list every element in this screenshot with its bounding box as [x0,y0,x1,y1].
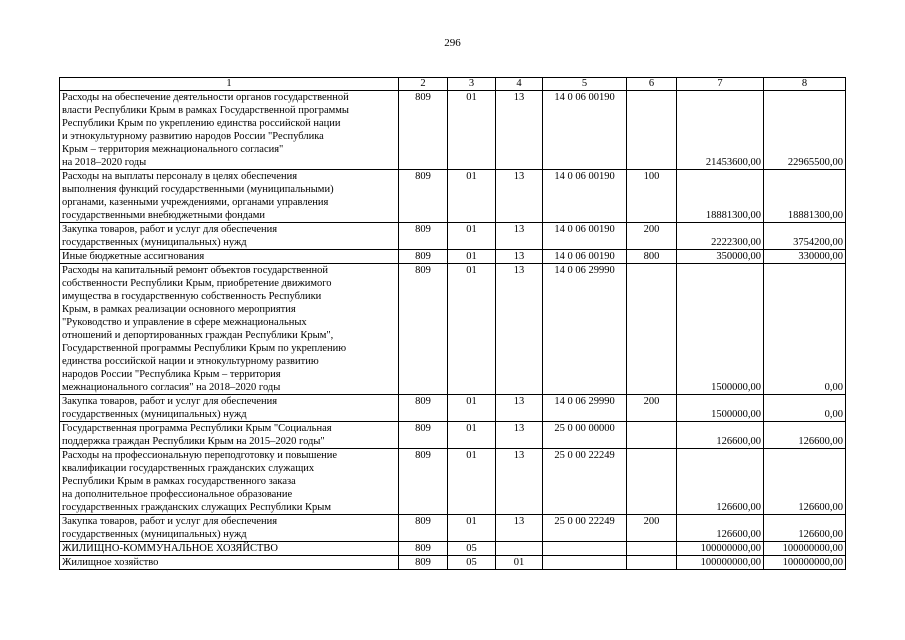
header-cell: 3 [448,78,496,91]
row-section-code: 01 [448,264,496,395]
row-ministry-code: 809 [399,264,448,395]
row-amount-year2: 0,00 [764,264,846,395]
row-target-article: 14 0 06 00190 [543,223,627,250]
table-row [60,170,846,223]
row-section-code: 01 [448,91,496,170]
row-target-article [543,542,627,556]
table-row [60,395,846,422]
row-expense-type [627,264,677,395]
page-number: 296 [444,37,461,49]
row-subsection-code: 13 [496,170,543,223]
row-expense-type: 200 [627,395,677,422]
row-amount-year2: 100000000,00 [764,542,846,556]
row-amount-year2: 126600,00 [764,515,846,542]
row-amount-year1: 2222300,00 [677,223,764,250]
row-ministry-code: 809 [399,170,448,223]
row-subsection-code: 13 [496,223,543,250]
row-expense-type [627,91,677,170]
row-description: Расходы на обеспечение деятельности органов государственной власти Республики Крым в рамках Государственной программы Республики Крым по укреплению единства российской нации и этнокультурному развитию народов России "Республика Крым – территория межнационального согласия" на 2018–2020 годы [60,91,399,170]
row-amount-year1: 350000,00 [677,250,764,264]
row-expense-type: 200 [627,223,677,250]
table-row [60,223,846,250]
row-ministry-code: 809 [399,395,448,422]
row-ministry-code: 809 [399,515,448,542]
row-expense-type: 200 [627,515,677,542]
row-section-code: 01 [448,250,496,264]
row-description: Закупка товаров, работ и услуг для обеспечения государственных (муниципальных) нужд [60,395,399,422]
row-amount-year2: 0,00 [764,395,846,422]
row-description: Закупка товаров, работ и услуг для обеспечения государственных (муниципальных) нужд [60,223,399,250]
row-expense-type: 800 [627,250,677,264]
row-subsection-code: 13 [496,422,543,449]
row-ministry-code: 809 [399,556,448,570]
header-cell: 2 [399,78,448,91]
row-section-code: 01 [448,449,496,515]
row-subsection-code: 13 [496,449,543,515]
row-description: Иные бюджетные ассигнования [60,250,399,264]
header-cell: 4 [496,78,543,91]
row-target-article [543,556,627,570]
row-expense-type: 100 [627,170,677,223]
row-description: Государственная программа Республики Крым "Социальная поддержка граждан Республики Крым на 2015–2020 годы" [60,422,399,449]
row-expense-type [627,422,677,449]
row-description: Жилищное хозяйство [60,556,399,570]
row-amount-year1: 18881300,00 [677,170,764,223]
row-amount-year1: 1500000,00 [677,395,764,422]
row-section-code: 01 [448,395,496,422]
row-target-article: 14 0 06 29990 [543,264,627,395]
table-row [60,91,846,170]
row-amount-year1: 21453600,00 [677,91,764,170]
row-amount-year1: 126600,00 [677,515,764,542]
row-subsection-code: 13 [496,395,543,422]
header-cell: 7 [677,78,764,91]
row-expense-type [627,449,677,515]
row-section-code: 05 [448,556,496,570]
header-cell: 8 [764,78,846,91]
row-description: ЖИЛИЩНО-КОММУНАЛЬНОЕ ХОЗЯЙСТВО [60,542,399,556]
row-section-code: 01 [448,223,496,250]
row-subsection-code: 01 [496,556,543,570]
row-subsection-code [496,542,543,556]
row-target-article: 14 0 06 00190 [543,250,627,264]
row-ministry-code: 809 [399,250,448,264]
row-target-article: 25 0 00 22249 [543,449,627,515]
row-amount-year1: 126600,00 [677,449,764,515]
header-cell: 5 [543,78,627,91]
table-row [60,556,846,570]
row-section-code: 01 [448,170,496,223]
header-cell: 6 [627,78,677,91]
header-cell: 1 [60,78,399,91]
row-section-code: 01 [448,515,496,542]
row-amount-year1: 1500000,00 [677,264,764,395]
row-amount-year2: 3754200,00 [764,223,846,250]
table-row [60,422,846,449]
table-row [60,264,846,395]
row-ministry-code: 809 [399,449,448,515]
row-amount-year1: 100000000,00 [677,556,764,570]
row-amount-year2: 18881300,00 [764,170,846,223]
row-subsection-code: 13 [496,264,543,395]
table-row [60,449,846,515]
row-ministry-code: 809 [399,223,448,250]
row-amount-year2: 330000,00 [764,250,846,264]
row-description: Расходы на выплаты персоналу в целях обеспечения выполнения функций государственными (муниципальными) органами, казенными учреждениями, органами управления государственными внебюджетными фондами [60,170,399,223]
table-header-row [60,78,846,91]
row-amount-year2: 126600,00 [764,422,846,449]
row-description: Расходы на капитальный ремонт объектов государственной собственности Республики Крым, приобретение движимого имущества в государственную собственность Республики Крым, в рамках реализации основного мероприятия "Руководство и управление в сфере межнациональных отношений и депортированных граждан Республики Крым", Государственной программы Республики Крым по укреплению единства российской нации и этнокультурному развитию народов России "Республика Крым – территория межнационального согласия" на 2018–2020 годы [60,264,399,395]
table-row [60,515,846,542]
row-description: Расходы на профессиональную переподготовку и повышение квалификации государственных гражданских служащих Республики Крым в рамках государственного заказа на дополнительное профессиональное образование государственных гражданских служащих Республики Крым [60,449,399,515]
row-section-code: 05 [448,542,496,556]
row-amount-year2: 22965500,00 [764,91,846,170]
row-subsection-code: 13 [496,515,543,542]
table-row [60,250,846,264]
row-ministry-code: 809 [399,91,448,170]
budget-table [59,77,846,570]
row-target-article: 25 0 00 22249 [543,515,627,542]
row-amount-year2: 100000000,00 [764,556,846,570]
row-amount-year2: 126600,00 [764,449,846,515]
row-subsection-code: 13 [496,91,543,170]
row-target-article: 14 0 06 00190 [543,170,627,223]
row-ministry-code: 809 [399,422,448,449]
row-section-code: 01 [448,422,496,449]
row-target-article: 25 0 00 00000 [543,422,627,449]
row-ministry-code: 809 [399,542,448,556]
row-amount-year1: 126600,00 [677,422,764,449]
row-target-article: 14 0 06 00190 [543,91,627,170]
row-subsection-code: 13 [496,250,543,264]
row-expense-type [627,556,677,570]
row-expense-type [627,542,677,556]
row-description: Закупка товаров, работ и услуг для обеспечения государственных (муниципальных) нужд [60,515,399,542]
row-target-article: 14 0 06 29990 [543,395,627,422]
row-amount-year1: 100000000,00 [677,542,764,556]
table-row [60,542,846,556]
